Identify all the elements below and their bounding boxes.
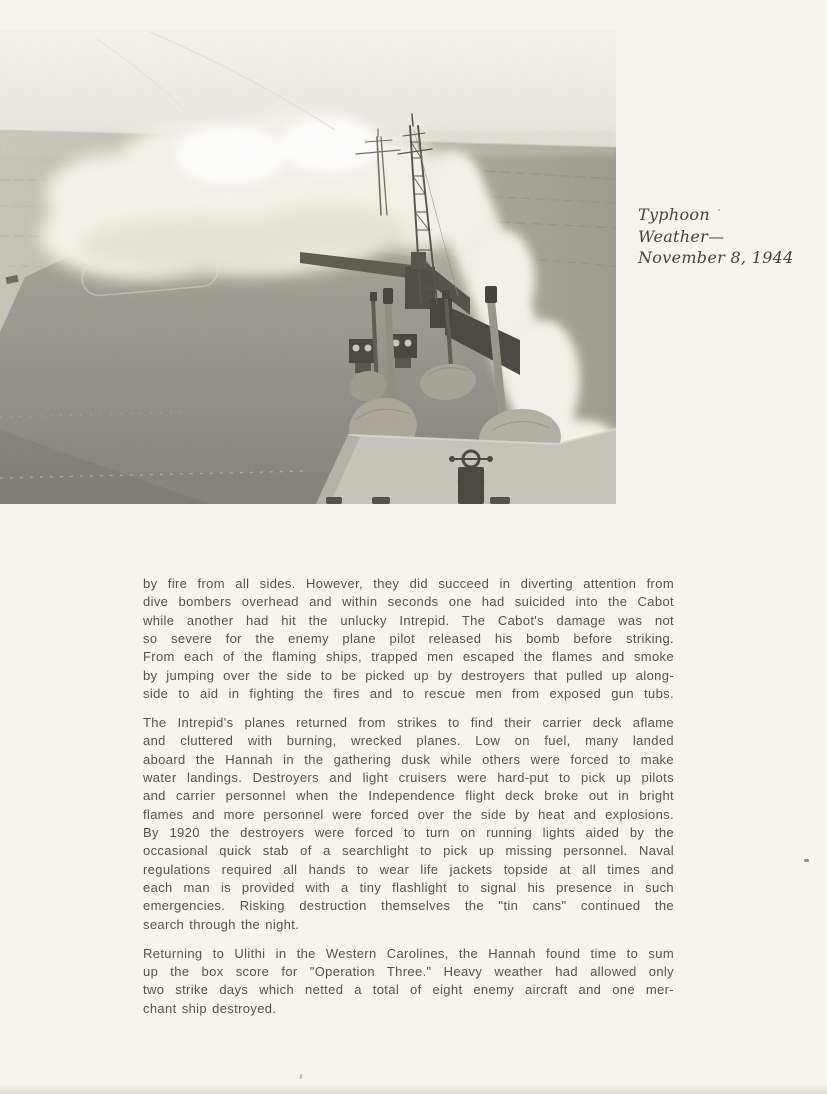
text-line: By 1920 the destroyers were forced to turn on running lights aided by the <box>143 824 674 840</box>
typhoon-photo <box>0 30 616 504</box>
text-line: aboard the Hannah in the gathering dusk while others were forced to make <box>143 751 674 767</box>
text-line: side to aid in fighting the fires and to rescue men from exposed gun tubs. <box>143 686 674 702</box>
scan-speck <box>804 859 809 862</box>
text-line: Returning to Ulithi in the Western Carolines, the Hannah found time to sum <box>143 945 674 961</box>
text-line: From each of the flaming ships, trapped men escaped the flames and smoke <box>143 649 674 665</box>
text-line: while another had hit the unlucky Intrepid. The Cabot's damage was not <box>143 612 674 628</box>
text-line: by jumping over the side to be picked up by destroyers that pulled up along- <box>143 667 674 683</box>
text-line: two strike days which netted a total of eight enemy aircraft and one mer- <box>143 982 674 998</box>
text-line: search through the night. <box>143 916 300 932</box>
paragraph <box>143 714 674 934</box>
text-line: and cluttered with burning, wrecked planes. Low on fuel, many landed <box>143 733 674 749</box>
scan-speck <box>299 1074 302 1079</box>
scan-speck <box>718 209 720 211</box>
text-line: dive bombers overhead and within seconds one had suicided into the Cabot <box>143 594 674 610</box>
body-text <box>143 575 674 1028</box>
text-line: occasional quick stab of a searchlight to pick up missing personnel. Naval <box>143 843 674 859</box>
text-line: water landings. Destroyers and light cruisers were hard-put to pick up pilots <box>143 769 674 785</box>
caption-line: November 8, 1944 <box>638 248 794 267</box>
text-line: by fire from all sides. However, they did succeed in diverting attention from <box>143 576 674 591</box>
paragraph <box>143 945 674 1018</box>
text-line: up the box score for "Operation Three." Heavy weather had allowed only <box>143 963 674 979</box>
typhoon-photo-art <box>0 30 616 504</box>
photo-caption <box>638 204 813 269</box>
page-edge-shadow <box>0 1084 827 1094</box>
text-line: flames and more personnel were forced over the side by heat and explosions. <box>143 806 674 822</box>
text-line: each man is provided with a tiny flashlight to signal his presence in such <box>143 880 674 895</box>
caption-line: Weather— <box>638 226 725 246</box>
text-line: emergencies. Risking destruction themselves the "tin cans" continued the <box>143 898 674 914</box>
text-line: so severe for the enemy plane pilot released his bomb before striking. <box>143 631 674 647</box>
text-line: regulations required all hands to wear life jackets topside at all times and <box>143 861 674 877</box>
caption-line: Typhoon <box>638 205 710 224</box>
paragraph <box>143 575 674 703</box>
text-line: The Intrepid's planes returned from strikes to find their carrier deck aflame <box>143 714 674 730</box>
text-line: and carrier personnel when the Independence flight deck broke out in bright <box>143 788 674 804</box>
text-line: chant ship destroyed. <box>143 1000 277 1016</box>
